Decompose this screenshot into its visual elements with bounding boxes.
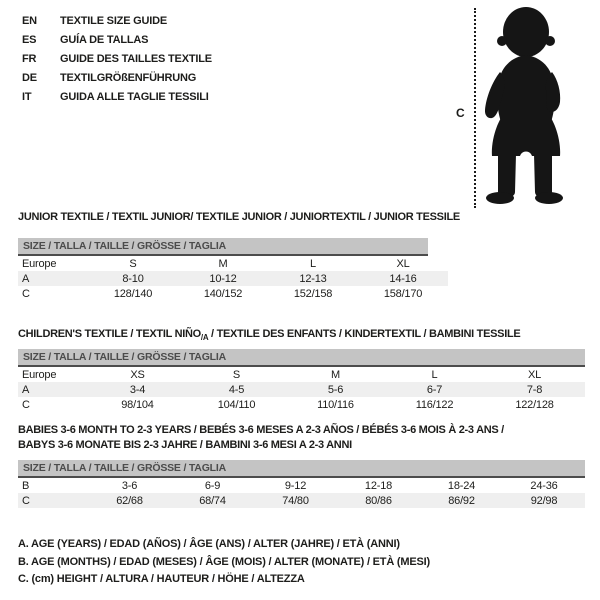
row-label: C	[22, 287, 30, 300]
row-label: B	[22, 479, 30, 492]
size-value: 158/170	[383, 287, 423, 300]
language-label: GUIDA ALLE TAGLIE TESSILI	[60, 90, 209, 103]
column-header-row	[18, 256, 448, 271]
language-code: IT	[22, 90, 32, 103]
language-list	[22, 11, 212, 106]
size-value: 122/128	[515, 398, 554, 411]
size-value: 4-5	[228, 383, 245, 396]
language-row	[22, 30, 212, 49]
language-row	[22, 11, 212, 30]
row-label: A	[22, 272, 30, 285]
size-value: 98/104	[121, 398, 154, 411]
size-value: 86/92	[448, 494, 475, 507]
language-code: EN	[22, 14, 37, 27]
babies-table-title	[18, 423, 504, 453]
children-title-post: / TEXTILE DES ENFANTS / KINDERTEXTIL / BAMBINI TESSILE	[208, 328, 521, 340]
size-column-header: XL	[396, 257, 410, 270]
children-table-title	[18, 328, 520, 342]
legend-line-b: B. AGE (MONTHS) / EDAD (MESES) / ÂGE (MOIS) / ALTER (MONATE) / ETÀ (MESI)	[18, 555, 430, 568]
language-row	[22, 87, 212, 106]
size-column-header: L	[431, 368, 438, 381]
size-column-header: M	[331, 368, 340, 381]
language-code: ES	[22, 33, 37, 46]
size-value: 12-18	[364, 479, 393, 492]
language-code: DE	[22, 71, 37, 84]
size-value: 116/122	[415, 398, 454, 411]
size-column-header: L	[310, 257, 316, 270]
size-value: 5-6	[327, 383, 344, 396]
measurement-legend	[18, 536, 430, 589]
size-value: 8-10	[122, 272, 144, 285]
legend-line-c: C. (cm) HEIGHT / ALTURA / HAUTEUR / HÖHE / ALTEZZA	[18, 573, 305, 585]
size-value: 3-4	[129, 383, 146, 396]
size-value: 6-7	[426, 383, 443, 396]
language-code: FR	[22, 52, 37, 65]
language-label: GUIDE DES TAILLES TEXTILE	[60, 52, 212, 65]
size-value: 92/98	[530, 494, 558, 507]
table-row	[18, 271, 448, 286]
size-value: 140/152	[203, 287, 243, 300]
children-title-sub: /A	[200, 333, 209, 343]
size-value: 74/80	[282, 494, 309, 507]
size-value: 68/74	[199, 494, 226, 507]
babies-table	[18, 460, 585, 508]
size-column-header: S	[232, 368, 241, 381]
babies-title-line1: BABIES 3-6 MONTH TO 2-3 YEARS / BEBÉS 3-6 MESES A 2-3 AÑOS / BÉBÉS 3-6 MOIS À 2-3 ANS /	[18, 424, 504, 436]
size-value: 12-13	[299, 272, 327, 285]
size-header-bar: SIZE / TALLA / TAILLE / GRÖSSE / TAGLIA	[18, 460, 585, 478]
size-value: 62/68	[116, 494, 143, 507]
babies-title-line2: BABYS 3-6 MONATE BIS 2-3 JAHRE / BAMBINI 3-6 MESI A 2-3 ANNI	[18, 439, 352, 451]
junior-table	[18, 238, 448, 301]
toddler-silhouette-image	[482, 5, 572, 209]
size-header-bar: SIZE / TALLA / TAILLE / GRÖSSE / TAGLIA	[18, 349, 585, 367]
size-header-bar: SIZE / TALLA / TAILLE / GRÖSSE / TAGLIA	[18, 238, 428, 256]
children-table	[18, 349, 585, 412]
legend-line-a: A. AGE (YEARS) / EDAD (AÑOS) / ÂGE (ANS) / ALTER (JAHRE) / ETÀ (ANNI)	[18, 538, 400, 550]
row-label: A	[22, 383, 30, 396]
language-label: TEXTILE SIZE GUIDE	[60, 14, 168, 27]
table-row	[18, 397, 585, 412]
size-column-header: S	[129, 257, 137, 270]
size-value: 3-6	[121, 479, 138, 492]
language-row	[22, 68, 212, 87]
size-column-header: XL	[527, 368, 542, 381]
region-header: Europe	[22, 368, 57, 381]
size-value: 18-24	[447, 479, 476, 492]
table-row	[18, 382, 585, 397]
size-value: 80/86	[365, 494, 392, 507]
height-measure-label: C	[456, 106, 465, 120]
size-value: 14-16	[389, 272, 417, 285]
size-value: 7-8	[526, 383, 543, 396]
children-title-pre: CHILDREN'S TEXTILE / TEXTIL NIÑO	[18, 328, 201, 340]
size-column-header: M	[218, 257, 228, 270]
size-value: 110/116	[317, 398, 354, 411]
size-value: 24-36	[530, 479, 558, 492]
column-header-row	[18, 367, 585, 382]
row-label: C	[22, 494, 30, 507]
size-column-header: XS	[130, 368, 145, 381]
language-label: TEXTILGRÖßENFÜHRUNG	[60, 71, 197, 84]
table-row	[18, 478, 585, 493]
table-row	[18, 493, 585, 508]
junior-table-title: JUNIOR TEXTILE / TEXTIL JUNIOR/ TEXTILE JUNIOR / JUNIORTEXTIL / JUNIOR TESSILE	[18, 211, 460, 223]
height-dotted-line	[474, 8, 476, 208]
language-label: GUÍA DE TALLAS	[60, 33, 149, 46]
table-row	[18, 286, 448, 301]
size-value: 152/158	[293, 287, 333, 300]
size-value: 104/110	[217, 398, 256, 411]
size-value: 9-12	[284, 479, 307, 492]
row-label: C	[22, 398, 30, 411]
size-value: 10-12	[209, 272, 237, 285]
size-value: 128/140	[113, 287, 153, 300]
region-header: Europe	[22, 257, 57, 270]
size-value: 6-9	[204, 479, 221, 492]
language-row	[22, 49, 212, 68]
